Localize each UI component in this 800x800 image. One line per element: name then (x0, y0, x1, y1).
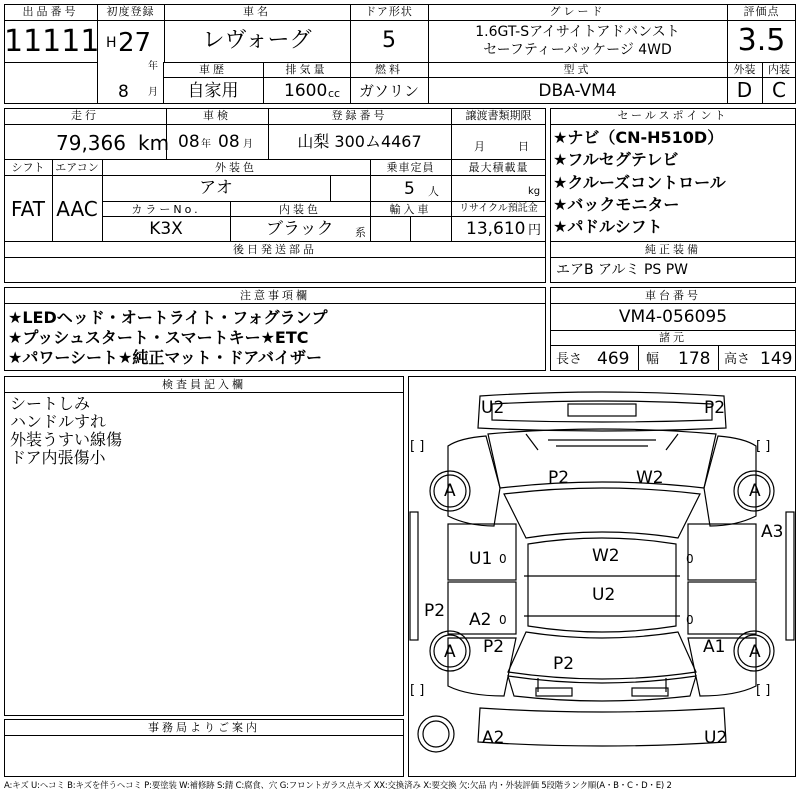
width-value: 178 (678, 349, 711, 369)
mark-bracket: [ ] (756, 439, 771, 454)
mark-a2-bottom: A2 (482, 728, 505, 748)
plate-label: 登録番号 (331, 109, 388, 122)
note-line: ★パワーシート★純正マット・ドアバイザー (8, 348, 322, 367)
inspection-label: 車検 (203, 109, 231, 122)
int-color-suffix: 系 (355, 226, 366, 239)
car-name-value: レヴォーグ (202, 28, 312, 53)
office-label: 事務局よりご案内 (148, 721, 260, 734)
exterior-value: D (736, 78, 753, 102)
zero-mark: 0 (686, 613, 694, 627)
history-value: 自家用 (187, 81, 239, 101)
mileage-label: 走行 (71, 109, 99, 122)
inspector-line: ドア内張傷小 (10, 448, 106, 467)
mark-a1: A1 (703, 637, 726, 657)
selling-point-item: ★パドルシフト (553, 217, 663, 236)
mileage-value: 79,366 (56, 131, 126, 155)
model-label: 型式 (563, 63, 592, 76)
color-no-label: カラーNo. (131, 203, 201, 216)
mark-p2-top: P2 (704, 398, 726, 418)
shift-label: シフト (11, 161, 45, 174)
rear-window-shape (508, 632, 696, 679)
inspection-month-unit: 月 (243, 139, 253, 150)
mark-w2-glass: W2 (636, 468, 664, 488)
chassis-value: VM4-056095 (618, 307, 728, 327)
rear-fender-left-shape (448, 638, 516, 696)
displacement-value: 1600 (284, 81, 328, 101)
inspection-year-unit: 年 (201, 139, 211, 150)
mileage-unit: km (138, 131, 170, 155)
height-label: 高さ (724, 352, 751, 367)
interior-label: 内装 (768, 63, 790, 76)
tire-mark: A (444, 481, 456, 501)
transfer-month-unit: 月 (474, 140, 485, 153)
max-load-unit: kg (528, 186, 541, 197)
selling-points-label: セールスポイント (617, 109, 729, 122)
zero-mark: 0 (499, 552, 507, 566)
tire-mark: A (444, 642, 456, 662)
inspector-line: 外装うすい線傷 (10, 430, 123, 449)
exterior-label: 外装 (733, 63, 756, 76)
inspection-year: 08 (178, 132, 200, 152)
mark-p2-trunk: P2 (553, 654, 575, 674)
import-label: 輸入車 (389, 203, 432, 216)
width-label: 幅 (646, 352, 660, 367)
genuine-label: 純正装備 (645, 243, 701, 256)
mark-u1: U1 (469, 549, 493, 569)
recycle-label: リサイクル預託金 (459, 203, 538, 214)
note-line: ★プッシュスタート・スマートキー★ETC (8, 328, 309, 347)
zero-mark: 0 (499, 613, 507, 627)
first-reg-label: 初度登録 (106, 5, 155, 18)
front-bumper-shape (478, 392, 726, 431)
grade-label: グレード (549, 5, 606, 18)
windshield-shape (504, 488, 700, 538)
later-parts-label: 後日発送部品 (233, 243, 317, 256)
inspector-line: ハンドルすれ (10, 412, 107, 431)
mark-u2-roof: U2 (592, 585, 616, 605)
fuel-value: ガソリン (358, 82, 419, 100)
zero-mark: 0 (686, 552, 694, 566)
mark-p2-left: P2 (424, 601, 446, 621)
capacity-unit: 人 (428, 185, 439, 198)
history-label: 車歴 (199, 63, 227, 76)
first-reg-month-unit: 月 (148, 87, 158, 98)
displacement-label: 排気量 (285, 63, 328, 76)
int-color-value: ブラック (266, 219, 334, 239)
lot-number-value: 11111 (4, 24, 100, 59)
recycle-value: 13,610 (466, 219, 526, 239)
selling-point-item: ★バックモニター (553, 195, 680, 214)
specs-label: 諸元 (659, 331, 687, 344)
inspector-line: シートしみ (10, 394, 91, 413)
int-color-label: 内装色 (279, 203, 321, 216)
transfer-label: 譲渡書類期限 (465, 109, 532, 122)
mark-u2-bottom: U2 (704, 728, 728, 748)
mark-a2-left: A2 (469, 610, 492, 630)
mark-w2-roof: W2 (592, 546, 620, 566)
rear-bumper-shape (478, 708, 726, 746)
height-value: 149 (760, 349, 793, 369)
length-label: 長さ (556, 352, 583, 367)
mark-p2-rear: P2 (483, 637, 505, 657)
first-reg-month: 8 (118, 82, 129, 102)
lot-number-label: 出品番号 (22, 5, 79, 18)
grade-line1: 1.6GT-Sアイサイトアドバンスト (475, 24, 680, 40)
capacity-label: 乗車定員 (386, 161, 435, 174)
aircon-label: エアコン (55, 161, 99, 174)
front-door-right-shape (688, 524, 756, 580)
plate-value: 山梨 300ム4467 (297, 132, 422, 151)
mark-u2-top: U2 (481, 398, 505, 418)
note-line: ★LEDヘッド・オートライト・フォグランプ (8, 308, 328, 327)
legend-text: A:キズ U:ヘコミ B:キズを伴うヘコミ P:要塗装 W:補修跡 S:錆 C:腐食、穴 G:フロントガラス点キズ XX:交換済み X:要交換 欠:欠品 内・外装評価 5段階ランク順(A・B・C・D・E) 2 (4, 781, 672, 791)
car-name-label: 車名 (243, 5, 271, 18)
notes-label: 注意事項欄 (240, 289, 310, 302)
grade-line2: セーフティーパッケージ 4WD (483, 42, 672, 58)
displacement-unit: cc (328, 87, 341, 100)
door-type-value: 5 (382, 28, 396, 53)
selling-point-item: ★ナビ（CN-H510D） (553, 128, 724, 147)
hood-shape (488, 429, 716, 488)
chassis-label: 車台番号 (645, 289, 701, 302)
fuel-label: 燃料 (375, 63, 403, 76)
genuine-value: エアB アルミ PS PW (556, 262, 689, 278)
first-reg-year: 27 (118, 28, 152, 58)
capacity-value: 5 (404, 179, 415, 199)
shift-value: FAT (10, 197, 45, 221)
selling-point-item: ★クルーズコントロール (553, 173, 726, 192)
first-reg-year-unit: 年 (148, 61, 158, 72)
rear-plate-shape (536, 688, 572, 696)
mark-a3: A3 (761, 522, 784, 542)
model-value: DBA-VM4 (538, 81, 617, 101)
front-plate-shape (568, 404, 636, 416)
recycle-unit: 円 (528, 223, 542, 238)
mark-bracket: [ ] (410, 683, 425, 698)
transfer-day-unit: 日 (518, 140, 529, 153)
inspection-month: 08 (218, 132, 240, 152)
length-value: 469 (597, 349, 630, 369)
first-reg-era: H (106, 35, 117, 51)
tire-mark: A (749, 481, 761, 501)
interior-value: C (772, 78, 786, 102)
selling-point-item: ★フルセグテレビ (553, 150, 679, 169)
mark-bracket: [ ] (410, 439, 425, 454)
ext-color-label: 外装色 (215, 161, 257, 174)
inspector-label: 検査員記入欄 (162, 378, 246, 391)
rear-door-right-shape (688, 582, 756, 634)
max-load-label: 最大積載量 (468, 161, 529, 174)
car-diagram (408, 376, 796, 777)
aircon-value: AAC (56, 197, 98, 221)
tire-mark: A (749, 642, 761, 662)
score-value: 3.5 (737, 23, 786, 58)
mark-bracket: [ ] (756, 683, 771, 698)
color-no-value: K3X (149, 219, 183, 239)
ext-color-value: アオ (199, 178, 233, 198)
mark-p2-hood: P2 (548, 468, 570, 488)
score-label: 評価点 (743, 5, 780, 18)
door-type-label: ドア形状 (365, 5, 413, 18)
